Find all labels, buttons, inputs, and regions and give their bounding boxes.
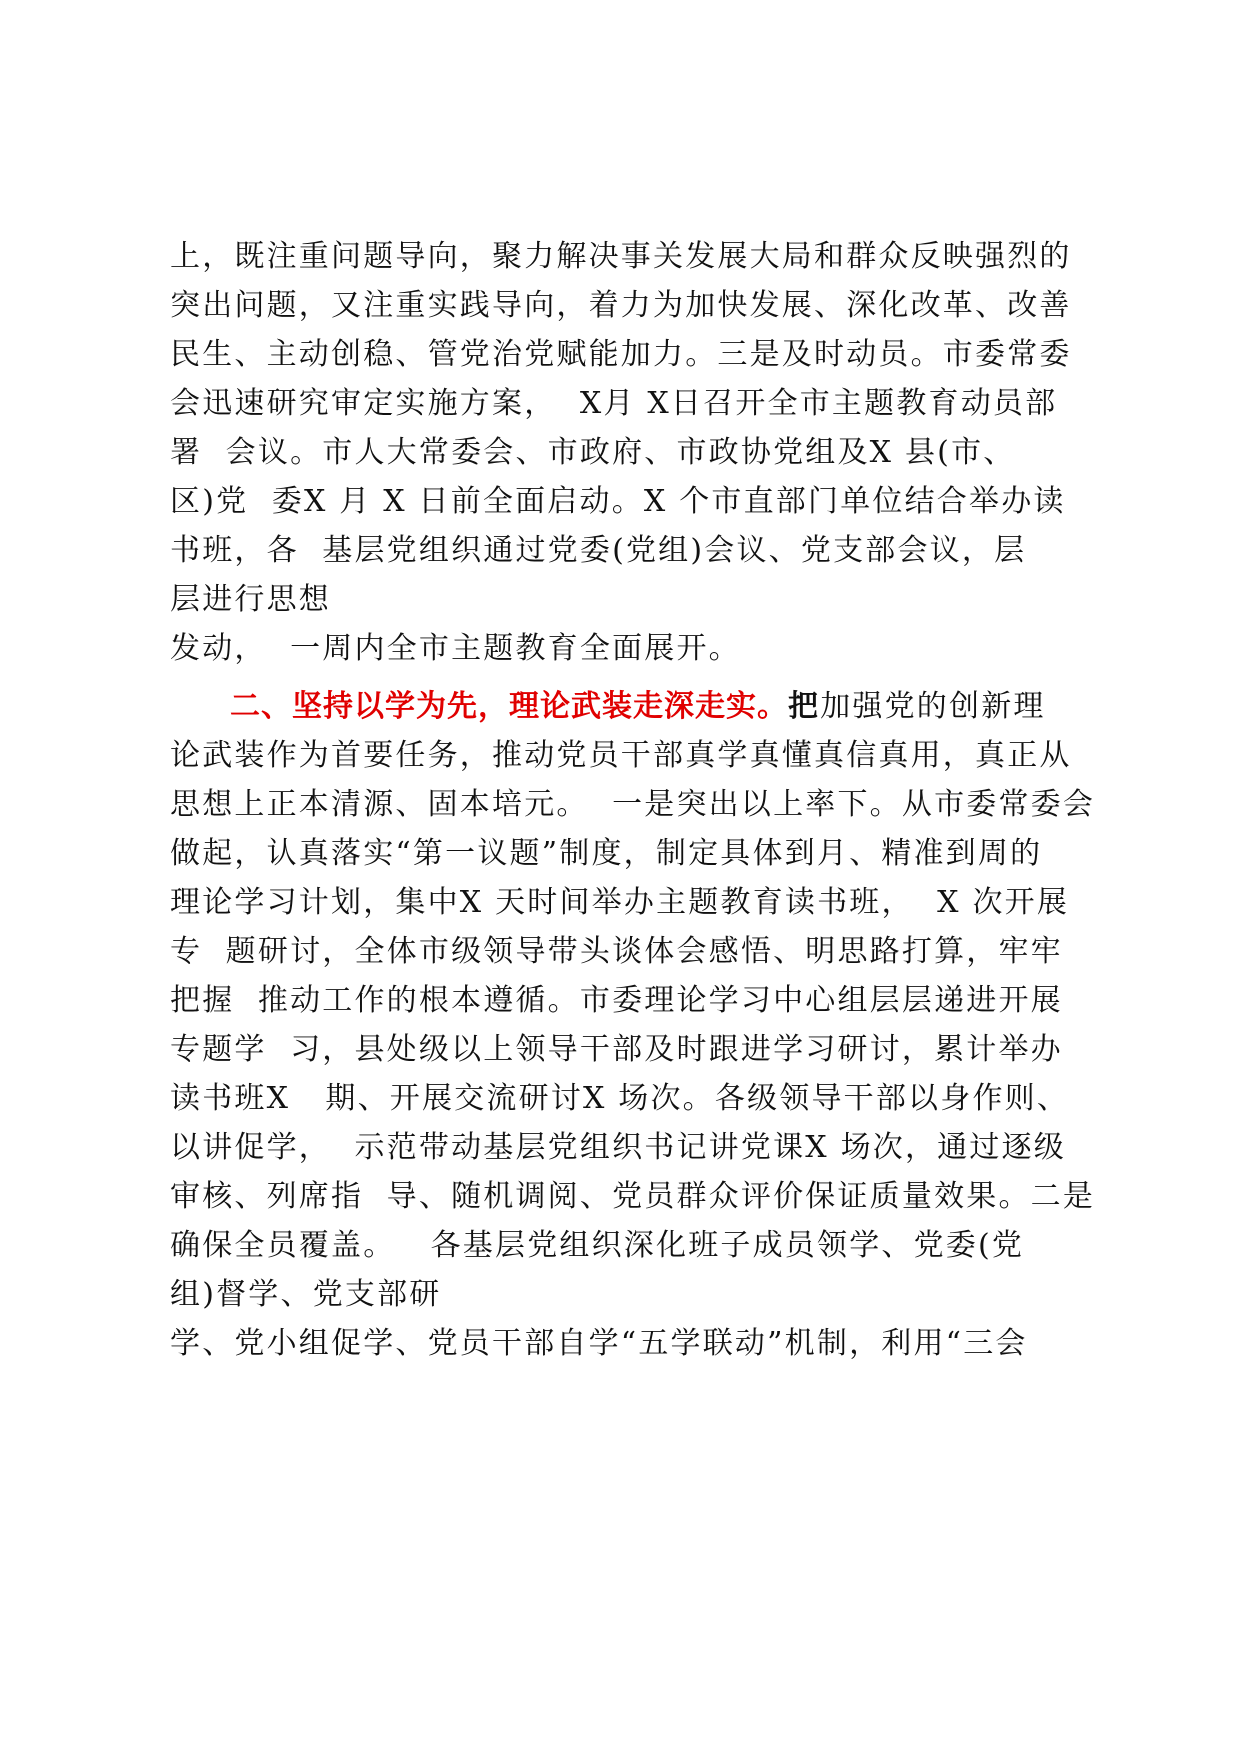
text-line: 理论学习计划，集中X 天时间举办主题教育读书班， X 次开展 <box>170 885 1070 920</box>
text-line: 上，既注重问题导向，聚力解决事关发展大局和群众反映强烈的 <box>170 239 1072 274</box>
text-line: 做起，认真落实“第一议题”制度，制定具体到月、精准到周的 <box>170 836 1043 871</box>
section-lead-char: 把 <box>788 689 821 724</box>
text-line: 审核、列席指 导、随机调阅、党员群众评价保证质量效果。二是 <box>170 1179 1096 1214</box>
section-heading-line <box>170 682 1090 731</box>
body-text <box>170 232 1096 1368</box>
text-line: 书班，各 基层党组织通过党委(党组)会议、党支部会议，层 <box>170 533 1027 568</box>
section-heading: 二、坚持以学为先，理论武装走深走实。 <box>230 689 788 724</box>
text-line: 区)党 委X 月 X 日前全面启动。X 个市直部门单位结合举办读 <box>170 484 1066 519</box>
text-line: 把握 推动工作的根本遵循。市委理论学习中心组层层递进开展 <box>170 983 1063 1018</box>
text-line: 突出问题，又注重实践导向，着力为加快发展、深化改革、改善 <box>170 288 1072 323</box>
text-line: 署 会议。市人大常委会、市政府、市政协党组及X 县(市、 <box>170 435 1016 470</box>
text-line: 民生、主动创稳、管党治党赋能加力。三是及时动员。市委常委 <box>170 337 1072 372</box>
text-line: 发动， 一周内全市主题教育全面展开。 <box>170 631 741 666</box>
text-line: 层进行思想 <box>170 582 331 617</box>
text-line: 专题学 习，县处级以上领导干部及时跟进学习研讨，累计举办 <box>170 1032 1063 1067</box>
text-line: 组)督学、党支部研 <box>170 1277 442 1312</box>
section-first-line-rest: 加强党的创新理 <box>820 689 1046 724</box>
text-line: 确保全员覆盖。 各基层党组织深化班子成员领学、党委(党 <box>170 1228 1025 1263</box>
text-line: 思想上正本清源、固本培元。 一是突出以上率下。从市委常委会 <box>170 787 1096 822</box>
text-line: 论武装作为首要任务，推动党员干部真学真懂真信真用，真正从 <box>170 738 1072 773</box>
text-line: 读书班X 期、开展交流研讨X 场次。各级领导干部以身作则、 <box>170 1081 1070 1116</box>
text-line: 会迅速研究审定实施方案， X月 X日召开全市主题教育动员部 <box>170 386 1058 421</box>
text-line: 学、党小组促学、党员干部自学“五学联动”机制，利用“三会 <box>170 1326 1028 1361</box>
text-line: 专 题研讨，全体市级领导带头谈体会感悟、明思路打算，牢牢 <box>170 934 1063 969</box>
text-line: 以讲促学， 示范带动基层党组织书记讲党课X 场次，通过逐级 <box>170 1130 1066 1165</box>
